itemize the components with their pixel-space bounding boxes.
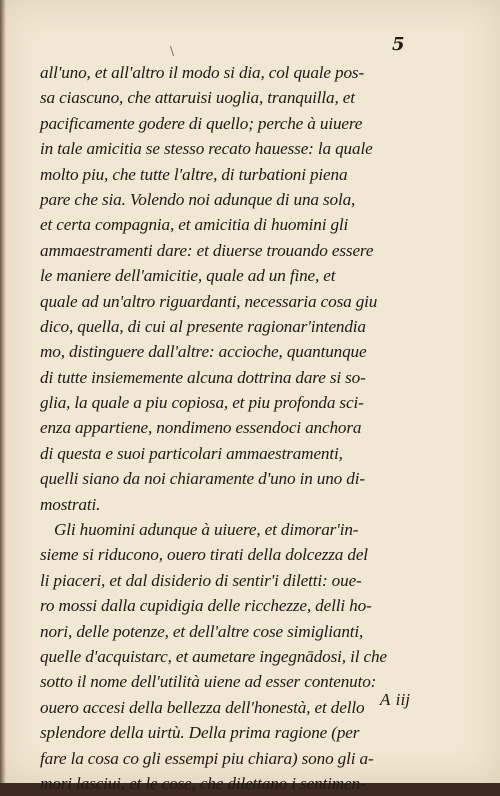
page-number: 5 [392, 34, 405, 55]
text-line: quale ad un'altro riguardanti, necessaria cosa giu [40, 291, 378, 311]
text-line: dico, quella, di cui al presente ragionar'intendia [40, 316, 366, 336]
text-line: li piaceri, et dal disiderio di sentir'i diletti: oue- [40, 570, 362, 590]
text-line: mostrati. [40, 494, 101, 514]
text-line: fare la cosa co gli essempi piu chiara) sono gli a- [40, 748, 374, 768]
text-line: mo, distinguere dall'altre: accioche, quantunque [40, 342, 367, 362]
text-line: enza appartiene, nondimeno essendoci anchora [40, 418, 362, 438]
text-line: sieme si riducono, ouero tirati della dolcezza del [40, 545, 368, 565]
text-line: et certa compagnia, et amicitia di huomini gli [40, 215, 349, 235]
text-line: quelle d'acquistarc, et aumetare ingegnādosi, il che [40, 646, 387, 666]
text-line: ouero accesi della bellezza dell'honestà, et dello [40, 697, 365, 717]
text-line: di questa e suoi particolari ammaestramenti, [40, 443, 343, 463]
text-line: glia, la quale a piu copiosa, et piu profonda sci- [40, 393, 364, 413]
text-line: le maniere dell'amicitie, quale ad un fine, et [40, 266, 336, 286]
stray-mark: \ [170, 44, 175, 58]
text-line: pacificamente godere di quello; perche à uiuere [40, 113, 363, 133]
text-line: in tale amicitia se stesso recato hauesse: la quale [40, 139, 373, 159]
text-line: molto piu, che tutte l'altre, di turbationi piena [40, 164, 348, 184]
text-line: splendore della uirtù. Della prima ragione (per [40, 723, 360, 743]
text-line: nori, delle potenze, et dell'altre cose simiglianti, [40, 621, 364, 641]
signature-number: iij [395, 690, 410, 709]
page-footer [300, 690, 420, 710]
text-line: all'uno, et all'altro il modo si dia, col quale pos- [40, 63, 365, 82]
text-line: ammaestramenti dare: et diuerse trouando essere [40, 240, 374, 260]
text-line: quelli siano da noi chiaramente d'uno in uno di- [40, 469, 365, 489]
text-line: mori lasciui, et le cose, che dilettano i sentimen- [40, 773, 366, 793]
text-line: pare che sia. Volendo noi adunque di una sola, [40, 189, 356, 209]
paragraph-start-line: Gli huomini adunque à uiuere, et dimorar'in- [54, 520, 359, 540]
page-gutter-shadow [0, 0, 6, 783]
text-line: ro mossi dalla cupidigia delle ricchezze, delli ho- [40, 596, 372, 616]
body-text [40, 60, 420, 796]
text-line: di tutte insiememente alcuna dottrina dare si so- [40, 367, 366, 387]
text-line: sa ciascuno, che attaruisi uoglia, tranquilla, et [40, 88, 355, 108]
signature-mark: A [379, 690, 392, 709]
text-line: sotto il nome dell'utilità uiene ad esser contenuto: [40, 672, 377, 692]
